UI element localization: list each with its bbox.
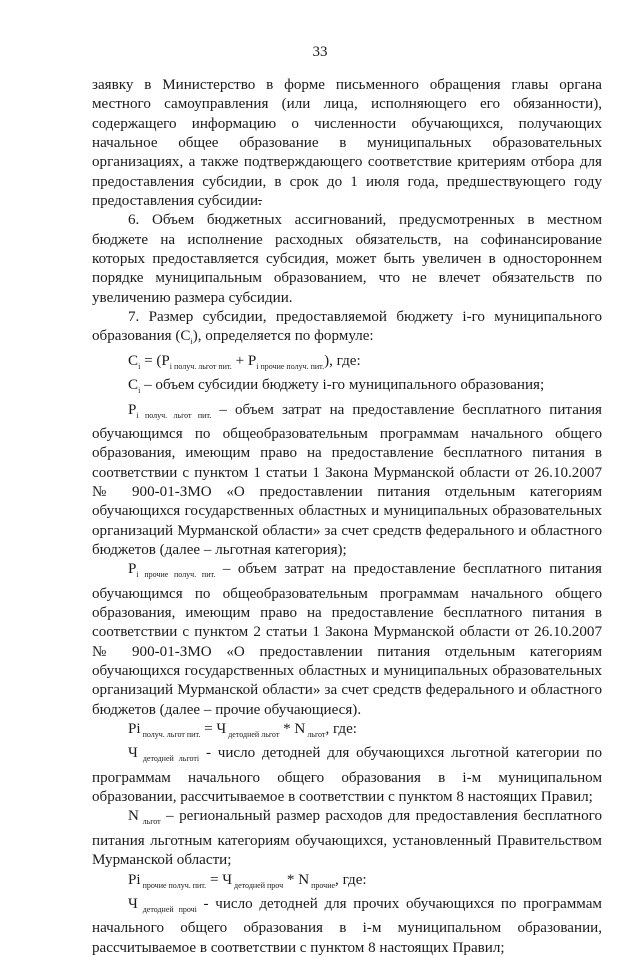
definition-n-privileged: N $_{льгот}$ – региональный размер расходов для предоставления бесплатного питания льготным категориям обучающихся, установленный Правительством Мурманской области; [92, 808, 602, 869]
document-body [92, 76, 602, 958]
formula-subsidy: $C_i = (P_i$ $_{получ. льгот пит.} + P_i$ $_{прочие получ. пит.}$), где: [128, 352, 361, 371]
formula-privileged: Pi $_{получ. льгот пит.}$ = Ч $_{детодней льгот}$ * N $_{льгот}$, где: [128, 721, 357, 740]
definition-ch-other: Ч $_{детодней прочi}$ - число детодней для прочих обучающихся по программам начального общего образования в i-м муниципальном образовании, рассчитываемое в соответствии с пунктом 8 настоящих Правил; [92, 895, 602, 956]
paragraph-6: 6. Объем бюджетных ассигнований, предусмотренных в местном бюджете на исполнение расходных обязательств, на софинансирование которых предоставляется субсидия, может быть увеличен в одностороннем порядке муниципальным образованием, что не влечет обязательств по увеличению размера субсидии. [92, 212, 602, 306]
paragraph-7: 7. Размер субсидии, предоставляемой бюджету i-го муниципального образования $(C_i)$, определяется по формуле: [92, 309, 602, 347]
paragraph-application: заявку в Министерство в форме письменного обращения главы органа местного самоуправления (или лица, исполняющего его обязанности), содержащего информацию о численности обучающихся, получающих начальное общее образование в муниципальных образовательных организациях, а также подтверждающего соответствие критериям отбора для предоставления субсидии, в срок до 1 июля года, предшествующего году предоставления субсидии. [92, 77, 602, 210]
struck-period: . [258, 193, 262, 210]
definition-c: $C_i$ – объем субсидии бюджету i-го муниципального образования; [128, 377, 545, 396]
definition-ch-privileged: Ч $_{детодней льготi}$ - число детодней для обучающихся льготной категории по программам начального общего образования в i-м муниципальном образовании, рассчитываемое в соответствии с пунктом 8 настоящих Правил; [92, 745, 602, 806]
formula-other: Pi $_{прочие получ. пит.}$ = Ч $_{детодней проч}$ * N $_{прочие}$, где: [128, 871, 367, 890]
page-number: 33 [312, 44, 328, 60]
definition-p-privileged: $P_i$ $_{получ. льгот пит.}$ – объем затрат на предоставление бесплатного питания обучающимся по общеобразовательным программам начального общего образования, имеющим право на предоставление бесплатного питания в соответствии с пунктом 1 статьи 1 Закона Мурманской области от 26.10.2007 № 900-01-ЗМО «О предоставлении питания отдельным категориям обучающихся государственных областных и муниципальных образовательных организаций Мурманской области» за счет средств федерального и областного бюджетов (далее – льготная категория); [92, 401, 602, 558]
definition-p-other: $P_i$ $_{прочие получ. пит.}$ – объем затрат на предоставление бесплатного питания обучающимся по общеобразовательным программам начального общего образования, имеющим право на предоставление бесплатного питания в соответствии с пунктом 2 статьи 1 Закона Мурманской области от 26.10.2007 № 900-01-ЗМО «О предоставлении питания отдельным категориям обучающихся государственных областных и муниципальных образовательных организаций Мурманской области» за счет средств федерального и областного бюджетов (далее – прочие обучающиеся). [92, 561, 602, 718]
